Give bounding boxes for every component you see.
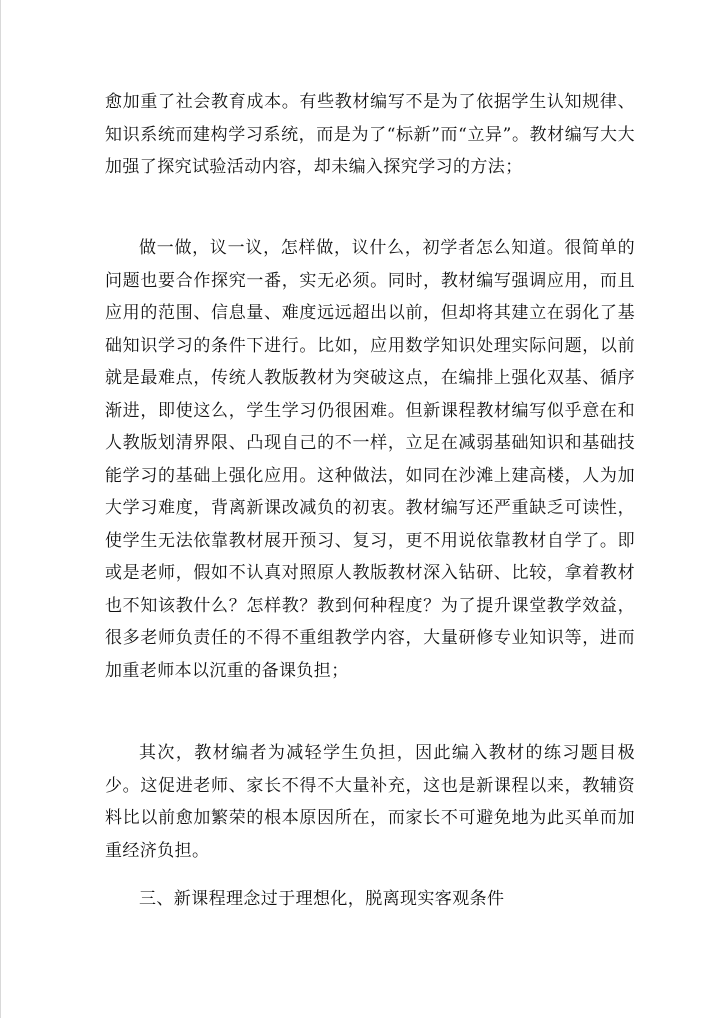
paragraph-body: 其次，教材编者为减轻学生负担，因此编入教材的练习题目极少。这促进老师、家长不得不大量补充，这也是新课程以来，教辅资料比以前愈加繁荣的根本原因所在，而家长不可避免地为此买单而加重经济负担。 [105, 743, 635, 861]
section-heading: 三、新课程理念过于理想化，脱离现实客观条件 [139, 889, 505, 909]
paragraph-body: 做一做，议一议，怎样做，议什么，初学者怎么知道。很简单的问题也要合作探究一番，实无必须。同时，教材编写强调应用，而且应用的范围、信息量、难度远远超出以前，但却将其建立在弱化了基础知识学习的条件下进行。比如，应用数学知识处理实际问题，以前就是最难点，传统人教版教材为突破这点，在编排上强化双基、循序渐进，即使这么，学生学习仍很困难。但新课程教材编写似乎意在和人教版划清界限、凸现自己的不一样，立足在减弱基础知识和基础技能学习的基础上强化应用。这种做法，如同在沙滩上建高楼，人为加大学习难度，背离新课改减负的初衷。教材编写还严重缺乏可读性，使学生无法依靠教材展开预习、复习，更不用说依靠教材自学了。即或是老师，假如不认真对照原人教版教材深入钻研、比较，拿着教材也不知该教什么？怎样教？教到何种程度？为了提升课堂教学效益，很多老师负责任的不得不重组教学内容，大量研修专业知识等，进而加重老师本以沉重的备课负担； [105, 238, 635, 681]
paragraph-continuation: 愈加重了社会教育成本。有些教材编写不是为了依据学生认知规律、知识系统而建构学习系统，而是为了“标新”而“立异”。教材编写大大加强了探究试验活动内容，却未编入探究学习的方法； [105, 92, 635, 177]
